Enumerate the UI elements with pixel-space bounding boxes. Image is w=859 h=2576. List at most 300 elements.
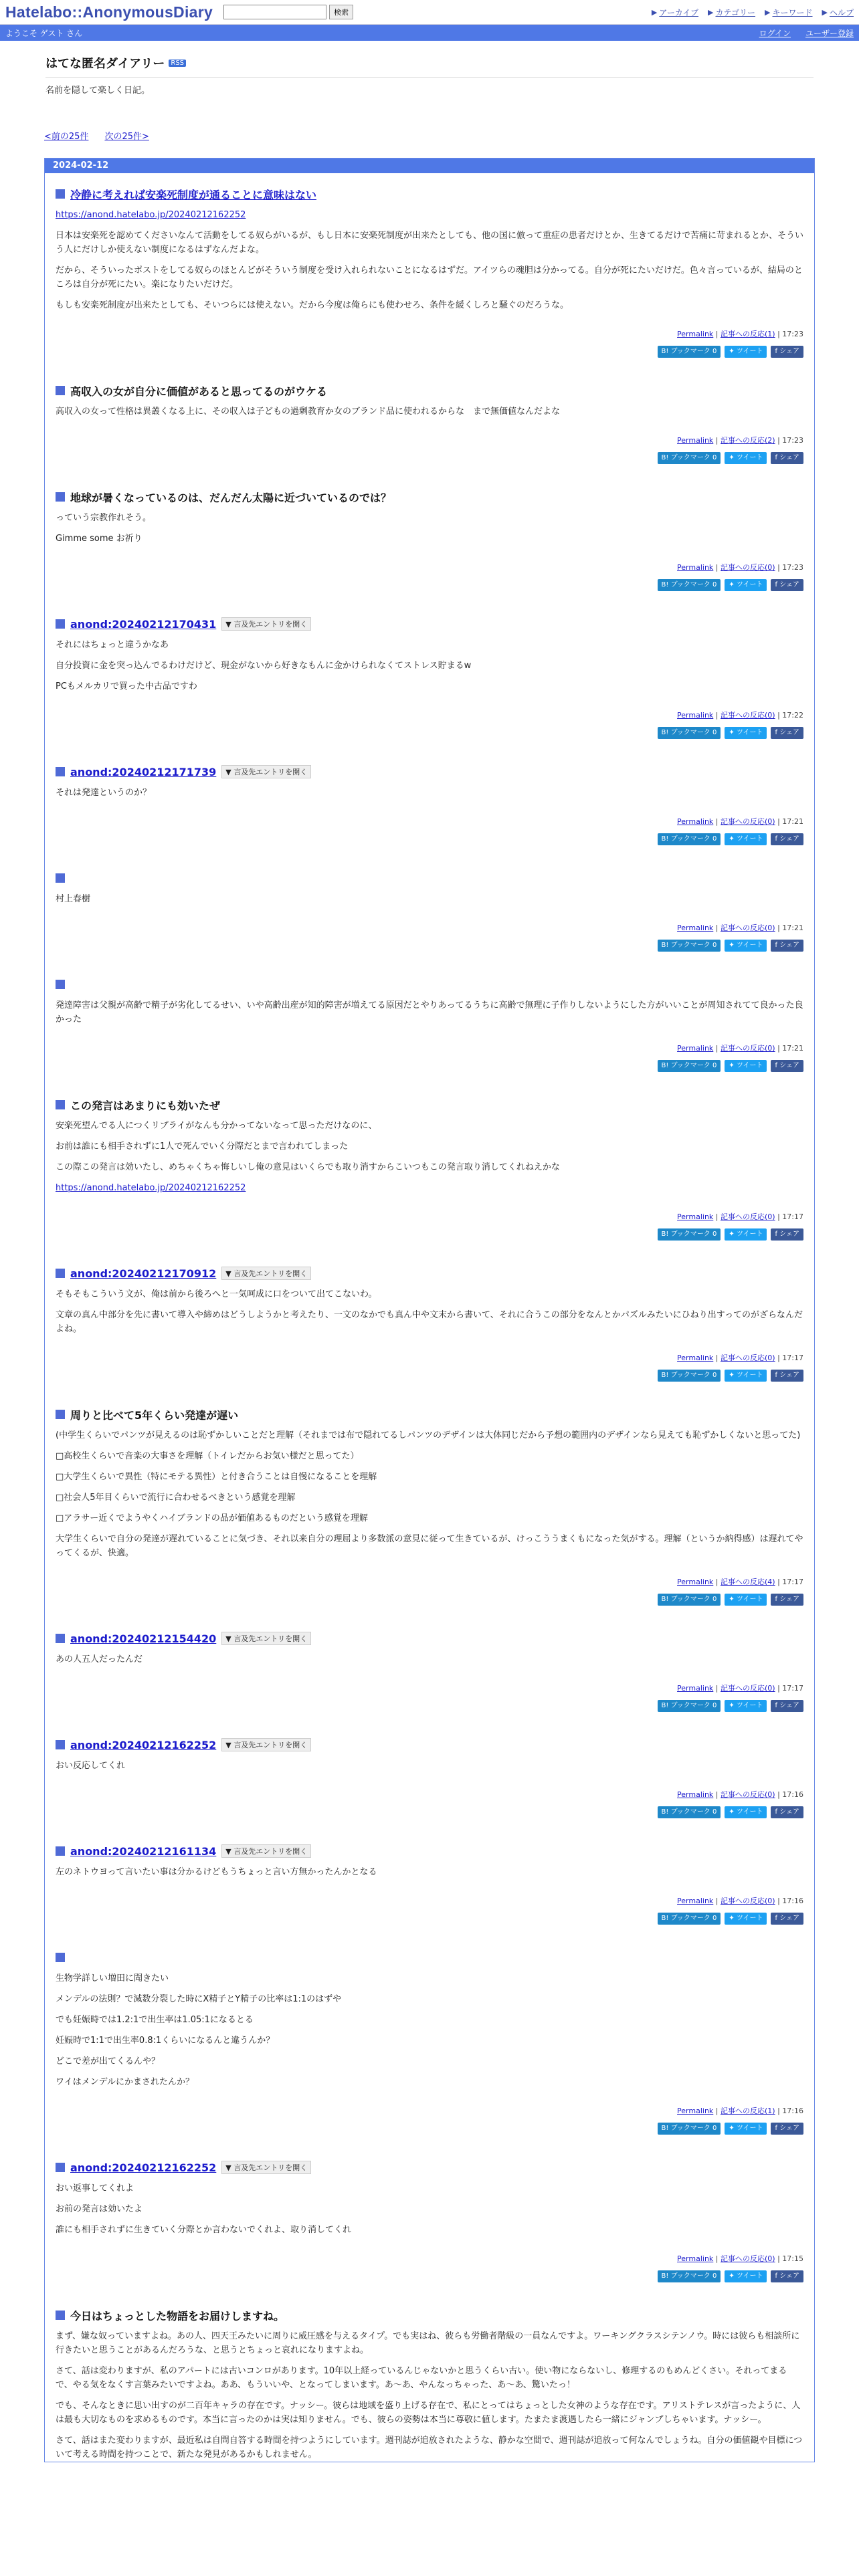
hatena-bookmark-button[interactable]: B! ブックマーク 0 <box>658 2123 721 2135</box>
entry-title <box>56 1407 803 1422</box>
arrow-icon: ▶ <box>765 7 771 17</box>
diary-title[interactable]: はてな匿名ダイアリー <box>45 57 165 71</box>
share-buttons <box>56 833 803 857</box>
facebook-share-button[interactable]: f シェア <box>771 452 803 464</box>
share-buttons <box>56 1913 803 1937</box>
entry-meta: Permalink | 記事への反応(0) | 17:15 <box>677 2254 803 2263</box>
entry-title <box>56 1844 803 1858</box>
entry-paragraph: ワイはメンデルにかまされたんか？ <box>56 2077 194 2087</box>
entry-paragraph: PCもメルカリで買った中古品ですわ <box>56 681 197 691</box>
tweet-button[interactable]: ✦ ツイート <box>725 1594 767 1606</box>
entry-paragraph: さて、話は変わりますが、私のアパートには古いコンロがあります。10年以上経っているんじゃないかと思うくらい古い。使い物にならないし、修理するのもめんどくさい。それってまるで、やる気をなくす言葉みたいですよね。ああ、もういいや、となってしまいます。あ〜あ、やんなっちゃった、あ〜あ、驚いたっ！ <box>56 2366 787 2390</box>
entry <box>45 751 814 857</box>
entry <box>45 603 814 751</box>
facebook-share-button[interactable]: f シェア <box>771 1370 803 1382</box>
entry-title <box>56 1097 803 1112</box>
entry-paragraph: 発達障害は父親が高齢で精子が劣化してるせい、いや高齢出産が知的障害が増えてる原因だとやりあってるうちに高齢で無理に子作りしないようにした方がいいことが周知されてて良かった良かった <box>56 1000 803 1025</box>
share-buttons <box>56 940 803 964</box>
entry-paragraph: 日本は安楽死を認めてくださいなんて活動をしてる奴らがいるが、もし日本に安楽死制度が出来たとしても、他の国に倣って重症の患者だけとか、生きてるだけで苦痛に苛まれるとか、そういう人にだけしか使えない制度になるはずなんだよな。 <box>56 231 804 255</box>
hatena-bookmark-button[interactable]: B! ブックマーク 0 <box>658 1913 721 1925</box>
reactions-link[interactable]: 記事への反応(4) <box>721 1578 775 1586</box>
diary-header <box>44 54 815 96</box>
pager <box>44 129 815 142</box>
entry <box>45 1084 814 1253</box>
entry-paragraph: お前の発言は効いたよ <box>56 2204 143 2214</box>
entry-title <box>56 1737 803 1752</box>
entry-meta: Permalink | 記事への反応(4) | 17:17 <box>677 1578 803 1586</box>
entry-url-link[interactable]: https://anond.hatelabo.jp/20240212162252 <box>56 1183 246 1193</box>
tweet-button[interactable]: ✦ ツイート <box>725 727 767 739</box>
entry-body <box>56 998 803 1027</box>
entry-time: 17:16 <box>782 1790 803 1799</box>
entry-meta: Permalink | 記事への反応(0) | 17:16 <box>677 1790 803 1799</box>
hatena-bookmark-button[interactable]: B! ブックマーク 0 <box>658 1370 721 1382</box>
entry <box>45 1830 814 1937</box>
entry-title <box>56 871 803 885</box>
tweet-button[interactable]: ✦ ツイート <box>725 1806 767 1818</box>
entry-title-text: 今日はちょっとした物語をお届けしますね。 <box>70 2309 285 2323</box>
square-icon <box>56 386 65 395</box>
reactions-link[interactable]: 記事への反応(1) <box>721 330 775 338</box>
entry-paragraph: 妊娠時で1:1で出生率0.8:1くらいになるんと違うんか？ <box>56 2036 275 2046</box>
entry <box>45 1937 814 2147</box>
entry-title-text[interactable]: 冷静に考えれば安楽死制度が通ることに意味はない <box>70 188 317 201</box>
entry <box>45 857 814 964</box>
entry <box>45 964 814 1084</box>
permalink-link[interactable]: Permalink <box>677 711 714 720</box>
entry-title <box>56 1950 803 1965</box>
share-label: シェア <box>779 1372 799 1379</box>
facebook-share-button[interactable]: f シェア <box>771 1700 803 1712</box>
entry <box>45 1618 814 1724</box>
entry-title-text: 周りと比べて5年くらい発達が遅い <box>70 1408 239 1422</box>
permalink-link[interactable]: Permalink <box>677 1578 714 1586</box>
entry-paragraph: □高校生くらいで音楽の大事さを理解（トイレだからお気い様だと思ってた） <box>56 1451 359 1461</box>
entry-time: 17:16 <box>782 1897 803 1905</box>
square-icon <box>56 1846 65 1856</box>
tweet-label: ツイート <box>736 2125 763 2132</box>
hatena-bookmark-button[interactable]: B! ブックマーク 0 <box>658 579 721 591</box>
entry-time: 17:21 <box>782 924 803 932</box>
entry-body <box>56 1428 803 1560</box>
entry-title-text[interactable]: anond:20240212170431 <box>70 617 217 631</box>
entry-paragraph: それにはちょっと違うかなあ <box>56 640 169 650</box>
share-label: シェア <box>779 454 799 461</box>
entry-meta: Permalink | 記事への反応(1) | 17:16 <box>677 2107 803 2115</box>
entry-title <box>56 490 803 504</box>
entry-body <box>56 511 803 546</box>
square-icon <box>56 2163 65 2172</box>
register-link[interactable]: ユーザー登録 <box>805 28 854 38</box>
share-buttons <box>56 579 803 603</box>
facebook-share-button[interactable]: f シェア <box>771 1060 803 1072</box>
entry-title <box>56 977 803 992</box>
hatena-bookmark-button[interactable]: B! ブックマーク 0 <box>658 727 721 739</box>
tweet-label: ツイート <box>736 1702 763 1709</box>
entry-title-text[interactable]: anond:20240212154420 <box>70 1632 217 1645</box>
entry <box>45 2147 814 2294</box>
facebook-share-button[interactable]: f シェア <box>771 1806 803 1818</box>
hatena-bookmark-button[interactable]: B! ブックマーク 0 <box>658 2270 721 2282</box>
facebook-share-button[interactable]: f シェア <box>771 579 803 591</box>
tweet-label: ツイート <box>736 454 763 461</box>
entry-meta: Permalink | 記事への反応(0) | 17:17 <box>677 1354 803 1362</box>
share-label: シェア <box>779 835 799 843</box>
entry-body <box>56 1759 803 1773</box>
entry-time: 17:23 <box>782 330 803 338</box>
square-icon <box>56 873 65 883</box>
entry-paragraph: □アラサー近くでようやくハイブランドの品が価値あるものだという感覚を理解 <box>56 1513 368 1523</box>
permalink-link[interactable]: Permalink <box>677 330 714 338</box>
entry-body <box>56 1287 803 1336</box>
share-buttons <box>56 452 803 476</box>
square-icon <box>56 1634 65 1643</box>
reactions-link[interactable]: 記事への反応(0) <box>721 2254 775 2263</box>
entry-body <box>56 638 803 693</box>
square-icon <box>56 1410 65 1419</box>
share-label: シェア <box>779 1915 799 1922</box>
share-buttons <box>56 1370 803 1394</box>
share-label: シェア <box>779 1808 799 1816</box>
entry-time: 17:15 <box>782 2254 803 2263</box>
reactions-link[interactable]: 記事への反応(0) <box>721 1684 775 1693</box>
entry-title-text: 地球が暑くなっているのは、だんだん太陽に近づいているのでは？ <box>70 491 392 504</box>
entry-paragraph: もしも安楽死制度が出来たとしても、そいつらには使えない。だから今度は俺らにも使わせろ、条件を緩くしろと騒ぐのだろうな。 <box>56 300 569 310</box>
hatena-bookmark-button[interactable]: B! ブックマーク 0 <box>658 1060 721 1072</box>
tweet-button[interactable]: ✦ ツイート <box>725 2270 767 2282</box>
entry-meta: Permalink | 記事への反応(0) | 17:17 <box>677 1684 803 1693</box>
entry-title-text[interactable]: anond:20240212162252 <box>70 1738 217 1751</box>
tweet-label: ツイート <box>736 835 763 843</box>
entry-title <box>56 2308 803 2323</box>
hatena-bookmark-button[interactable]: B! ブックマーク 0 <box>658 1228 721 1241</box>
entry-paragraph: さて、話はまた変わりますが、最近私は自問自答する時間を持つようにしています。週刊誌が追放されたような、静かな空間で、週刊誌が追放って何なんでしょうね。自分の価値観や目標について考える時間を持つことで、新たな発見があるかもしれません。 <box>56 2436 803 2460</box>
entry-title <box>56 2160 803 2175</box>
reactions-link[interactable]: 記事への反応(0) <box>721 817 775 826</box>
entry-paragraph: おい返事してくれよ <box>56 2183 134 2193</box>
tweet-label: ツイート <box>736 2272 763 2280</box>
nav-keyword[interactable]: キーワード <box>772 7 813 17</box>
entry-meta: Permalink | 記事への反応(0) | 17:21 <box>677 1044 803 1053</box>
entry <box>45 2294 814 2462</box>
square-icon <box>56 189 65 199</box>
expand-reference-button[interactable]: ▼ 言及先エントリを開く <box>221 1844 311 1858</box>
hatena-bookmark-button[interactable]: B! ブックマーク 0 <box>658 1594 721 1606</box>
share-buttons <box>56 2270 803 2294</box>
entry-paragraph: でも妊娠時では1.2:1で出生率は1.05:1になるとる <box>56 2015 254 2025</box>
tweet-label: ツイート <box>736 942 763 949</box>
entry-paragraph: 村上春樹 <box>56 894 91 904</box>
entry-paragraph: でも、そんなときに思い出すのが二百年キャラの存在です。ナッシー。彼らは地域を盛り上げる存在で、私にとってはちょっとした女神のような存在です。アリストテレスが言ったように、人は最も大切なものを求めるものです。本当に言ったのかは実は知りません。でも、彼らの姿勢は本当に尊敬に値します。たまたま渡遇したら一緒にジャンプしちゃいます。ナッシー。 <box>56 2401 801 2425</box>
facebook-share-button[interactable]: f シェア <box>771 833 803 845</box>
entry-paragraph: 自分投資に金を突っ込んでるわけだけど、現金がないから好きなもんに金かけられなくてストレス貯まるw <box>56 661 472 671</box>
tweet-button[interactable]: ✦ ツイート <box>725 346 767 358</box>
expand-reference-button[interactable]: ▼ 言及先エントリを開く <box>221 765 311 778</box>
entry-body <box>56 2329 803 2462</box>
hatena-bookmark-button[interactable]: B! ブックマーク 0 <box>658 940 721 952</box>
share-buttons <box>56 1594 803 1618</box>
arrow-icon: ▶ <box>708 7 714 17</box>
entry <box>45 173 814 370</box>
permalink-link[interactable]: Permalink <box>677 1897 714 1905</box>
square-icon <box>56 1953 65 1962</box>
permalink-link[interactable]: Permalink <box>677 1684 714 1693</box>
nav-category[interactable]: カテゴリー <box>715 7 756 17</box>
entry-paragraph: っていう宗教作れそう。 <box>56 513 152 523</box>
diary-subtitle: 名前を隠して楽しく日記。 <box>45 77 814 96</box>
facebook-share-button[interactable]: f シェア <box>771 346 803 358</box>
tweet-button[interactable]: ✦ ツイート <box>725 1228 767 1241</box>
facebook-share-button[interactable]: f シェア <box>771 2270 803 2282</box>
day-section <box>44 158 815 2462</box>
hatena-bookmark-button[interactable]: B! ブックマーク 0 <box>658 452 721 464</box>
entry-time: 17:21 <box>782 817 803 826</box>
square-icon <box>56 1100 65 1109</box>
entry-paragraph: Gimme some お祈り <box>56 534 142 544</box>
tweet-button[interactable]: ✦ ツイート <box>725 1060 767 1072</box>
permalink-link[interactable]: Permalink <box>677 436 714 445</box>
entry-paragraph: まず、嫌な奴っていますよね。あの人、四天王みたいに周りに威圧感を与えるタイプ。でも実はね、彼らも労働者階級の一員なんですよ。ワーキングクラスシテンノウ。時には彼らも相談所に行きたいと思うことがあるんだろうな、と思うとちょっと哀れになりますよね。 <box>56 2331 800 2355</box>
entry-title-text[interactable]: anond:20240212161134 <box>70 1844 217 1858</box>
facebook-share-button[interactable]: f シェア <box>771 1228 803 1241</box>
entry-body <box>56 1119 803 1195</box>
facebook-share-button[interactable]: f シェア <box>771 1913 803 1925</box>
facebook-share-button[interactable]: f シェア <box>771 1594 803 1606</box>
share-buttons <box>56 2123 803 2147</box>
entry-paragraph: 大学生くらいで自分の発達が遅れていることに気づき、それ以来自分の理屈より多数派の意見に従って生きているが、けっこううまくもになった気がする。理解（というか納得感）は遅れてやってくるが、快適。 <box>56 1534 803 1558</box>
entry-body <box>56 786 803 800</box>
tweet-button[interactable]: ✦ ツイート <box>725 1913 767 1925</box>
entry-meta: Permalink | 記事への反応(0) | 17:21 <box>677 924 803 932</box>
entry-paragraph: 左のネトウヨって言いたい事は分かるけどもうちょっと言い方無かったんかとなる <box>56 1867 377 1877</box>
hatena-bookmark-button[interactable]: B! ブックマーク 0 <box>658 833 721 845</box>
day-date: 2024-02-12 <box>45 158 814 173</box>
tweet-button[interactable]: ✦ ツイート <box>725 1700 767 1712</box>
entry-paragraph: □大学生くらいで異性（特にモテる異性）と付き合うことは自慢になることを理解 <box>56 1472 377 1482</box>
hatena-bookmark-button[interactable]: B! ブックマーク 0 <box>658 1700 721 1712</box>
hatena-bookmark-button[interactable]: B! ブックマーク 0 <box>658 346 721 358</box>
entry <box>45 1724 814 1830</box>
hatena-bookmark-button[interactable]: B! ブックマーク 0 <box>658 1806 721 1818</box>
entry-time: 17:22 <box>782 711 803 720</box>
expand-reference-button[interactable]: ▼ 言及先エントリを開く <box>221 1738 311 1751</box>
entry-body <box>56 892 803 906</box>
expand-reference-button[interactable]: ▼ 言及先エントリを開く <box>221 617 311 631</box>
share-label: シェア <box>779 1230 799 1238</box>
entry-title-text[interactable]: anond:20240212171739 <box>70 765 217 778</box>
entry-time: 17:17 <box>782 1578 803 1586</box>
nav-archive[interactable]: アーカイブ <box>659 7 699 17</box>
entry-paragraph: どこで差が出てくるんや？ <box>56 2056 161 2066</box>
tweet-button[interactable]: ✦ ツイート <box>725 1370 767 1382</box>
top-bar <box>0 0 859 25</box>
share-label: シェア <box>779 581 799 588</box>
permalink-link[interactable]: Permalink <box>677 2107 714 2115</box>
top-nav <box>652 7 854 18</box>
entry-paragraph: そもそもこういう文が、俺は前から後ろへと一気呵成に口をついて出てこないわ。 <box>56 1289 377 1299</box>
permalink-link[interactable]: Permalink <box>677 563 714 572</box>
entry-paragraph: メンデルの法則？で減数分裂した時にX精子とY精子の比率は1:1のはずや <box>56 1994 342 2004</box>
square-icon <box>56 767 65 776</box>
share-buttons <box>56 1228 803 1253</box>
tweet-label: ツイート <box>736 1230 763 1238</box>
entry-paragraph: この際この発言は効いたし、めちゃくちゃ悔しいし俺の意見はいくらでも取り消すからこいつもこの発言取り消してくれねえかな <box>56 1162 560 1172</box>
entry-time: 17:17 <box>782 1354 803 1362</box>
share-buttons <box>56 727 803 751</box>
rss-icon[interactable]: RSS <box>169 60 186 67</box>
tweet-label: ツイート <box>736 1915 763 1922</box>
arrow-icon: ▶ <box>651 7 658 17</box>
entry-list <box>45 173 814 2462</box>
reactions-link[interactable]: 記事への反応(0) <box>721 1212 775 1221</box>
share-buttons <box>56 346 803 370</box>
entry-meta: Permalink | 記事への反応(0) | 17:17 <box>677 1212 803 1221</box>
entry-paragraph: 高収入の女って性格は異叢くなる上に、その収入は子どもの過剰教育か女のブランド品に使われるからな まで無価値なんだよな <box>56 407 561 417</box>
entry-title <box>56 1631 803 1646</box>
entry-time: 17:16 <box>782 2107 803 2115</box>
tweet-label: ツイート <box>736 581 763 588</box>
share-label: シェア <box>779 2125 799 2132</box>
entry-meta: Permalink | 記事への反応(1) | 17:23 <box>677 330 803 338</box>
entry-body <box>56 1971 803 2089</box>
square-icon <box>56 980 65 989</box>
entry-meta: Permalink | 記事への反応(0) | 17:23 <box>677 563 803 572</box>
entry-paragraph: 文章の真ん中部分を先に書いて導入や締めはどうしようかと考えたり、一文のなかでも真ん中や文末から書いて、それに合うこの部分をなんとかパズルみたいにひねり出すってのがざらなんだよね。 <box>56 1310 803 1334</box>
entry-meta: Permalink | 記事への反応(2) | 17:23 <box>677 436 803 445</box>
tweet-button[interactable]: ✦ ツイート <box>725 579 767 591</box>
entry-body <box>56 208 803 312</box>
expand-reference-button[interactable]: ▼ 言及先エントリを開く <box>221 2161 311 2174</box>
entry-paragraph: あの人五人だったんだ <box>56 1654 143 1665</box>
square-icon <box>56 1740 65 1749</box>
reactions-link[interactable]: 記事への反応(1) <box>721 2107 775 2115</box>
entry-title <box>56 764 803 779</box>
expand-reference-button[interactable]: ▼ 言及先エントリを開く <box>221 1632 311 1645</box>
entry-time: 17:21 <box>782 1044 803 1053</box>
reactions-link[interactable]: 記事への反応(0) <box>721 1897 775 1905</box>
share-buttons <box>56 1700 803 1724</box>
entry-paragraph: (中学生くらいでパンツが見えるのは恥ずかしいことだと理解（それまでは布で隠れてるしパンツのデザインは大体同じだから予想の範囲内のデザインなら見えても恥ずかしくないと思ってた) <box>56 1430 801 1440</box>
entry-body <box>56 2181 803 2237</box>
entry <box>45 1253 814 1394</box>
entry-meta: Permalink | 記事への反応(0) | 17:22 <box>677 711 803 720</box>
nav-help[interactable]: ヘルプ <box>829 7 854 17</box>
entry-title <box>56 617 803 631</box>
arrow-icon: ▶ <box>822 7 828 17</box>
reactions-link[interactable]: 記事への反応(2) <box>721 436 775 445</box>
entry-title <box>56 383 803 398</box>
facebook-share-button[interactable]: f シェア <box>771 727 803 739</box>
tweet-label: ツイート <box>736 1596 763 1603</box>
share-label: シェア <box>779 942 799 949</box>
entry-title-text[interactable]: anond:20240212170912 <box>70 1267 217 1280</box>
search-button[interactable]: 検索 <box>329 5 353 19</box>
reactions-link[interactable]: 記事への反応(0) <box>721 1790 775 1799</box>
share-label: シェア <box>779 1596 799 1603</box>
entry-paragraph: 誰にも相手されずに生きていく分際とか言わないでくれよ、取り消してくれ <box>56 2225 352 2235</box>
login-link[interactable]: ログイン <box>759 28 791 38</box>
reactions-link[interactable]: 記事への反応(0) <box>721 563 775 572</box>
entry-url-link[interactable]: https://anond.hatelabo.jp/20240212162252 <box>56 210 246 220</box>
entry-paragraph: それは発達というのか？ <box>56 788 152 798</box>
site-logo[interactable]: Hatelabo::AnonymousDiary <box>5 3 213 21</box>
reactions-link[interactable]: 記事への反応(0) <box>721 924 775 932</box>
entry-body <box>56 1652 803 1667</box>
search-input[interactable] <box>223 5 326 19</box>
entry-paragraph: □社会人5年目くらいで流行に合わせるべきという感覚を理解 <box>56 1493 296 1503</box>
expand-reference-button[interactable]: ▼ 言及先エントリを開く <box>221 1267 311 1280</box>
entry-meta: Permalink | 記事への反応(0) | 17:16 <box>677 1897 803 1905</box>
share-label: シェア <box>779 348 799 355</box>
entry-body <box>56 1865 803 1879</box>
permalink-link[interactable]: Permalink <box>677 1212 714 1221</box>
entry-body <box>56 405 803 419</box>
tweet-label: ツイート <box>736 1372 763 1379</box>
entry-title <box>56 1266 803 1281</box>
entry-paragraph: だから、そういったポストをしてる奴らのほとんどがそういう制度を受け入れられないことになるはずだ。アイツらの魂胆は分かってる。自分が死にたいだけだ。色々言っているが、結局のところは自分が死にたい。楽になりたいだけだ。 <box>56 265 803 290</box>
share-buttons <box>56 1806 803 1830</box>
next-page-link[interactable]: 次の25件> <box>104 132 149 142</box>
entry-paragraph: おい反応してくれ <box>56 1761 126 1771</box>
reactions-link[interactable]: 記事への反応(0) <box>721 1354 775 1362</box>
permalink-link[interactable]: Permalink <box>677 924 714 932</box>
share-label: シェア <box>779 2272 799 2280</box>
permalink-link[interactable]: Permalink <box>677 1790 714 1799</box>
share-label: シェア <box>779 1702 799 1709</box>
entry-time: 17:23 <box>782 563 803 572</box>
entry-paragraph: 生物学詳しい増田に聞きたい <box>56 1973 169 1983</box>
tweet-button[interactable]: ✦ ツイート <box>725 940 767 952</box>
facebook-share-button[interactable]: f シェア <box>771 940 803 952</box>
facebook-share-button[interactable]: f シェア <box>771 2123 803 2135</box>
square-icon <box>56 619 65 629</box>
share-label: シェア <box>779 729 799 736</box>
entry-time: 17:17 <box>782 1212 803 1221</box>
entry-title-text: この発言はあまりにも効いたぜ <box>70 1099 221 1112</box>
entry <box>45 1394 814 1618</box>
entry-title-text[interactable]: anond:20240212162252 <box>70 2161 217 2174</box>
tweet-button[interactable]: ✦ ツイート <box>725 833 767 845</box>
entry-title-text: 高収入の女が自分に価値があると思ってるのがウケる <box>70 385 328 398</box>
prev-page-link[interactable]: <前の25件 <box>44 132 89 142</box>
permalink-link[interactable]: Permalink <box>677 2254 714 2263</box>
entry-time: 17:17 <box>782 1684 803 1693</box>
permalink-link[interactable]: Permalink <box>677 1354 714 1362</box>
square-icon <box>56 492 65 502</box>
entry-title <box>56 187 803 201</box>
entry <box>45 370 814 476</box>
square-icon <box>56 2311 65 2320</box>
entry-paragraph: お前は誰にも相手されずに1人で死んでいく分際だとまで言われてしまった <box>56 1142 349 1152</box>
entry <box>45 476 814 603</box>
welcome-text: ようこそ ゲスト さん <box>5 28 83 38</box>
tweet-label: ツイート <box>736 729 763 736</box>
reactions-link[interactable]: 記事への反応(0) <box>721 1044 775 1053</box>
permalink-link[interactable]: Permalink <box>677 817 714 826</box>
entry-paragraph: 安楽死望んでる人につくリプライがなんも分かってないなって思っただけなのに、 <box>56 1121 377 1131</box>
entry-meta: Permalink | 記事への反応(0) | 17:21 <box>677 817 803 826</box>
entry-time: 17:23 <box>782 436 803 445</box>
tweet-label: ツイート <box>736 1808 763 1816</box>
tweet-button[interactable]: ✦ ツイート <box>725 2123 767 2135</box>
share-buttons <box>56 1060 803 1084</box>
tweet-label: ツイート <box>736 1062 763 1069</box>
tweet-label: ツイート <box>736 348 763 355</box>
reactions-link[interactable]: 記事への反応(0) <box>721 711 775 720</box>
tweet-button[interactable]: ✦ ツイート <box>725 452 767 464</box>
permalink-link[interactable]: Permalink <box>677 1044 714 1053</box>
square-icon <box>56 1269 65 1278</box>
